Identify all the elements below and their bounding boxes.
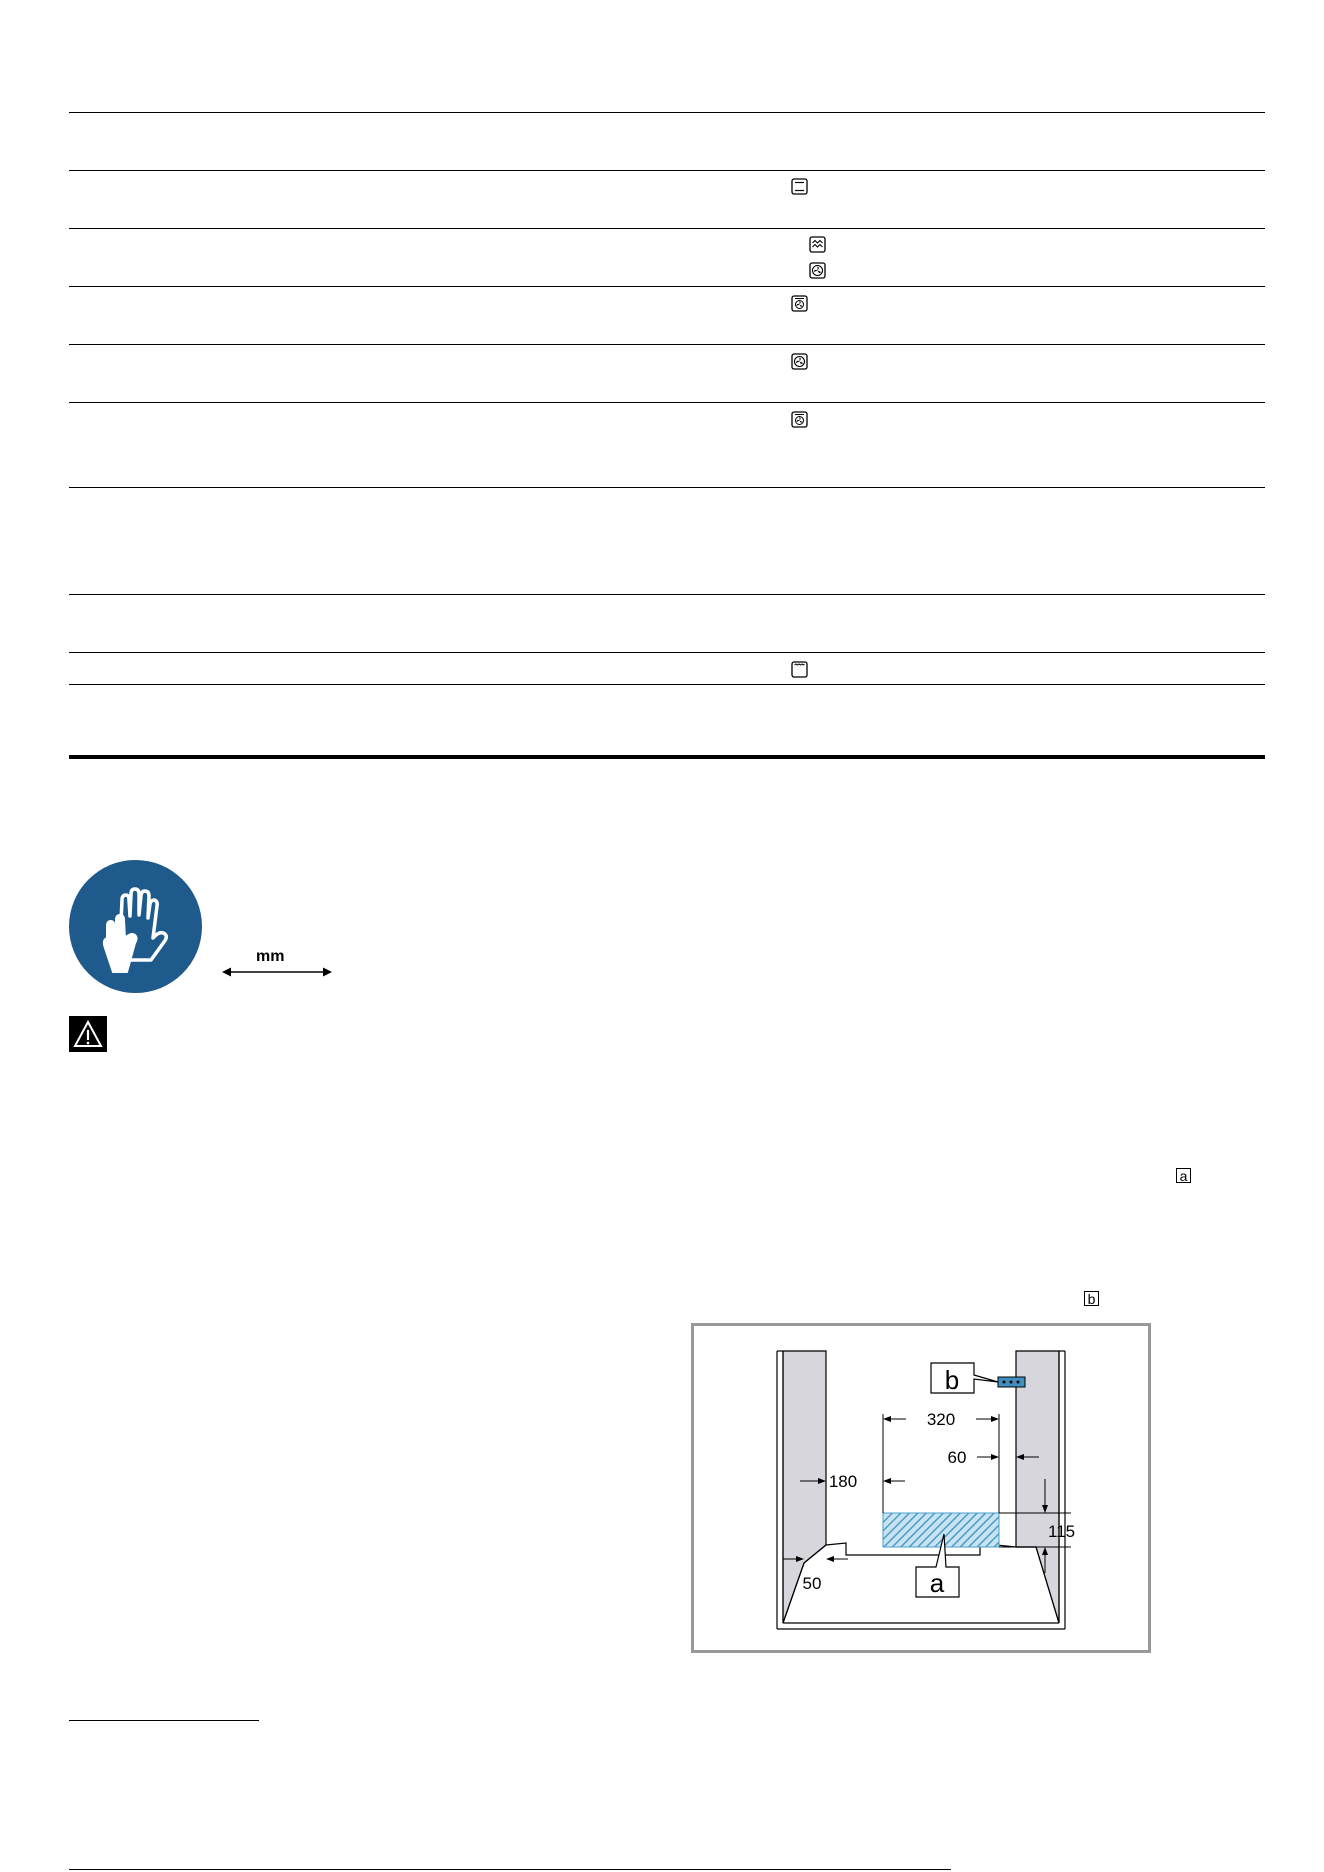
table-row-divider: [69, 170, 1265, 171]
installation-diagram: [691, 1323, 1151, 1653]
dim-115: 115: [1048, 1522, 1076, 1541]
table-row-divider: [69, 228, 1265, 229]
table-top-rule: [69, 112, 1265, 113]
warning-triangle-icon: [69, 1016, 107, 1052]
grill-icon: [809, 236, 826, 253]
dim-180: 180: [828, 1472, 858, 1491]
callout-badge-b: b: [1084, 1291, 1099, 1306]
hot-air-icon: [791, 353, 808, 370]
table-bottom-rule: [69, 755, 1265, 759]
mm-label: mm: [256, 948, 285, 965]
top-bottom-heat-icon: [791, 178, 808, 195]
protective-gloves-icon: [69, 860, 202, 993]
table-row-divider: [69, 286, 1265, 287]
program-table: [0, 0, 1324, 760]
3d-hot-air-icon: [791, 295, 808, 312]
table-row-divider: [69, 652, 1265, 653]
ventilation-zone-a: [883, 1513, 999, 1547]
table-row-divider: [69, 402, 1265, 403]
figure-frame: [693, 1325, 1150, 1652]
callout-b-label: b: [944, 1365, 960, 1395]
table-row-divider: [69, 684, 1265, 685]
bottom-heat-icon: [791, 661, 808, 678]
dim-50: 50: [802, 1574, 822, 1593]
dim-60: 60: [947, 1448, 967, 1467]
callout-a-label: a: [929, 1568, 945, 1598]
page-bottom-rule: [69, 1869, 951, 1870]
callout-badge-a: a: [1176, 1168, 1191, 1183]
measurement-mm-indicator: [222, 948, 332, 978]
double-arrow-icon: [222, 966, 332, 978]
table-row-divider: [69, 487, 1265, 488]
table-row-divider: [69, 594, 1265, 595]
3d-hot-air-icon: [791, 411, 808, 428]
footnote-rule: [69, 1720, 259, 1721]
dim-320: 320: [926, 1410, 956, 1429]
hot-air-grill-icon: [809, 262, 826, 279]
table-row-divider: [69, 344, 1265, 345]
